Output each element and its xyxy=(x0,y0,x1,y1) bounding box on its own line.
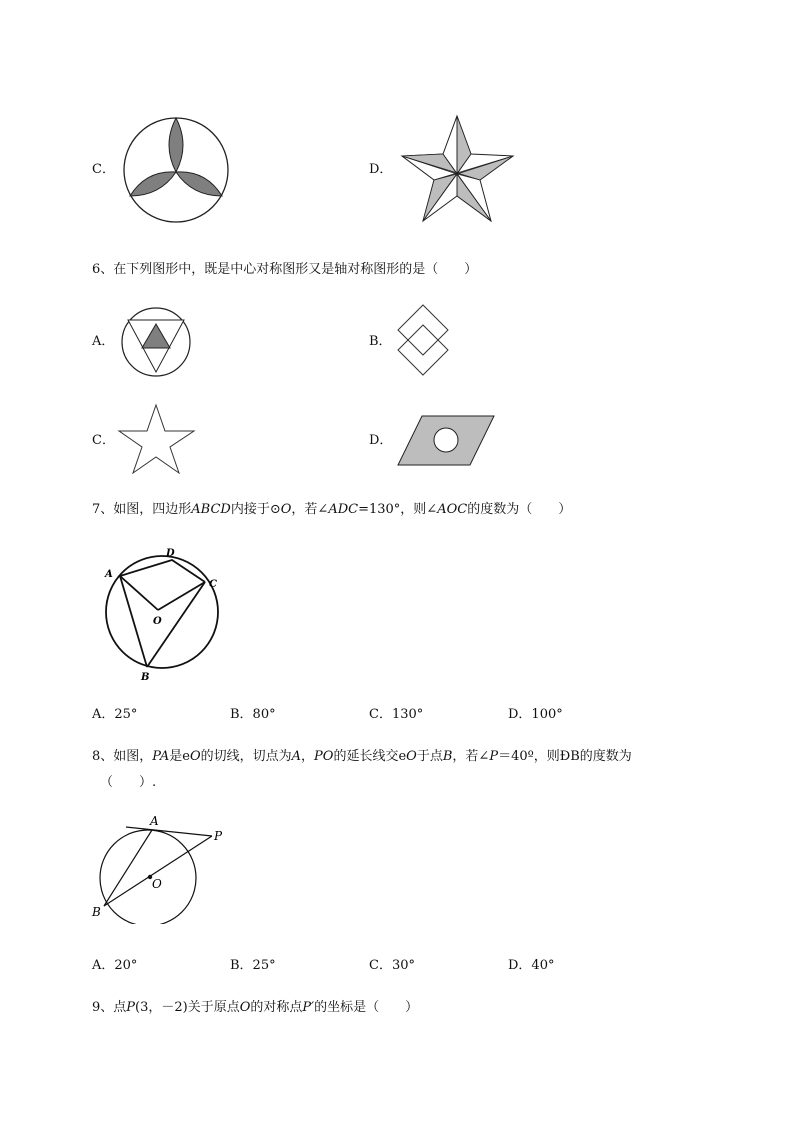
q5-option-c-letter: C． xyxy=(92,162,115,177)
q7-figure-inscribed-quadrilateral xyxy=(96,544,228,684)
q6-option-b-figure xyxy=(394,303,452,379)
q7-label-o: O xyxy=(153,616,162,627)
q5-option-d-letter: D． xyxy=(369,162,393,177)
q6-option-c-figure xyxy=(117,403,197,475)
q8-figure-tangent-circle xyxy=(88,812,230,924)
q8-option-b: B．25° xyxy=(230,958,276,973)
q9-question-text: 9、点P(3，－2)关于原点O的对称点P′的坐标是（ ） xyxy=(92,1000,419,1015)
q8-label-p: P xyxy=(214,829,223,843)
q6-option-d-letter: D． xyxy=(369,433,393,448)
q5-option-c-figure xyxy=(122,116,232,224)
q5-option-d-figure xyxy=(400,114,516,224)
q7-label-b: B xyxy=(141,672,150,683)
q8-question-text: 8、如图，PA是eO的切线，切点为A，PO的延长线交eO于点B，若∠P＝40º，则ÐB的度数为 xyxy=(92,749,632,764)
q7-label-d: D xyxy=(166,548,175,559)
q7-option-b: B．80° xyxy=(230,707,276,722)
q6-option-a-letter: A． xyxy=(92,334,115,349)
q7-option-a: A．25° xyxy=(92,707,138,722)
q8-option-a: A．20° xyxy=(92,958,138,973)
q6-option-b-letter: B． xyxy=(369,334,392,349)
q7-option-d: D．100° xyxy=(508,707,563,722)
q8-label-o: O xyxy=(152,877,162,891)
q6-option-d-figure xyxy=(396,414,498,468)
q8-label-b: B xyxy=(92,905,101,919)
q8-label-a: A xyxy=(150,814,159,828)
q8-question-text-line2: （ ）. xyxy=(100,775,157,790)
q7-label-c: C xyxy=(209,579,217,590)
q8-option-d: D．40° xyxy=(508,958,555,973)
q6-question-text: 6、在下列图形中，既是中心对称图形又是轴对称图形的是（ ） xyxy=(92,262,478,277)
q7-option-c: C．130° xyxy=(369,707,424,722)
q6-option-c-letter: C． xyxy=(92,433,115,448)
q7-label-a: A xyxy=(105,569,113,580)
q7-question-text: 7、如图，四边形ABCD内接于⊙O，若∠ADC=130°，则∠AOC的度数为（ ） xyxy=(92,502,572,517)
q8-option-c: C．30° xyxy=(369,958,415,973)
q6-option-a-figure xyxy=(120,306,192,378)
